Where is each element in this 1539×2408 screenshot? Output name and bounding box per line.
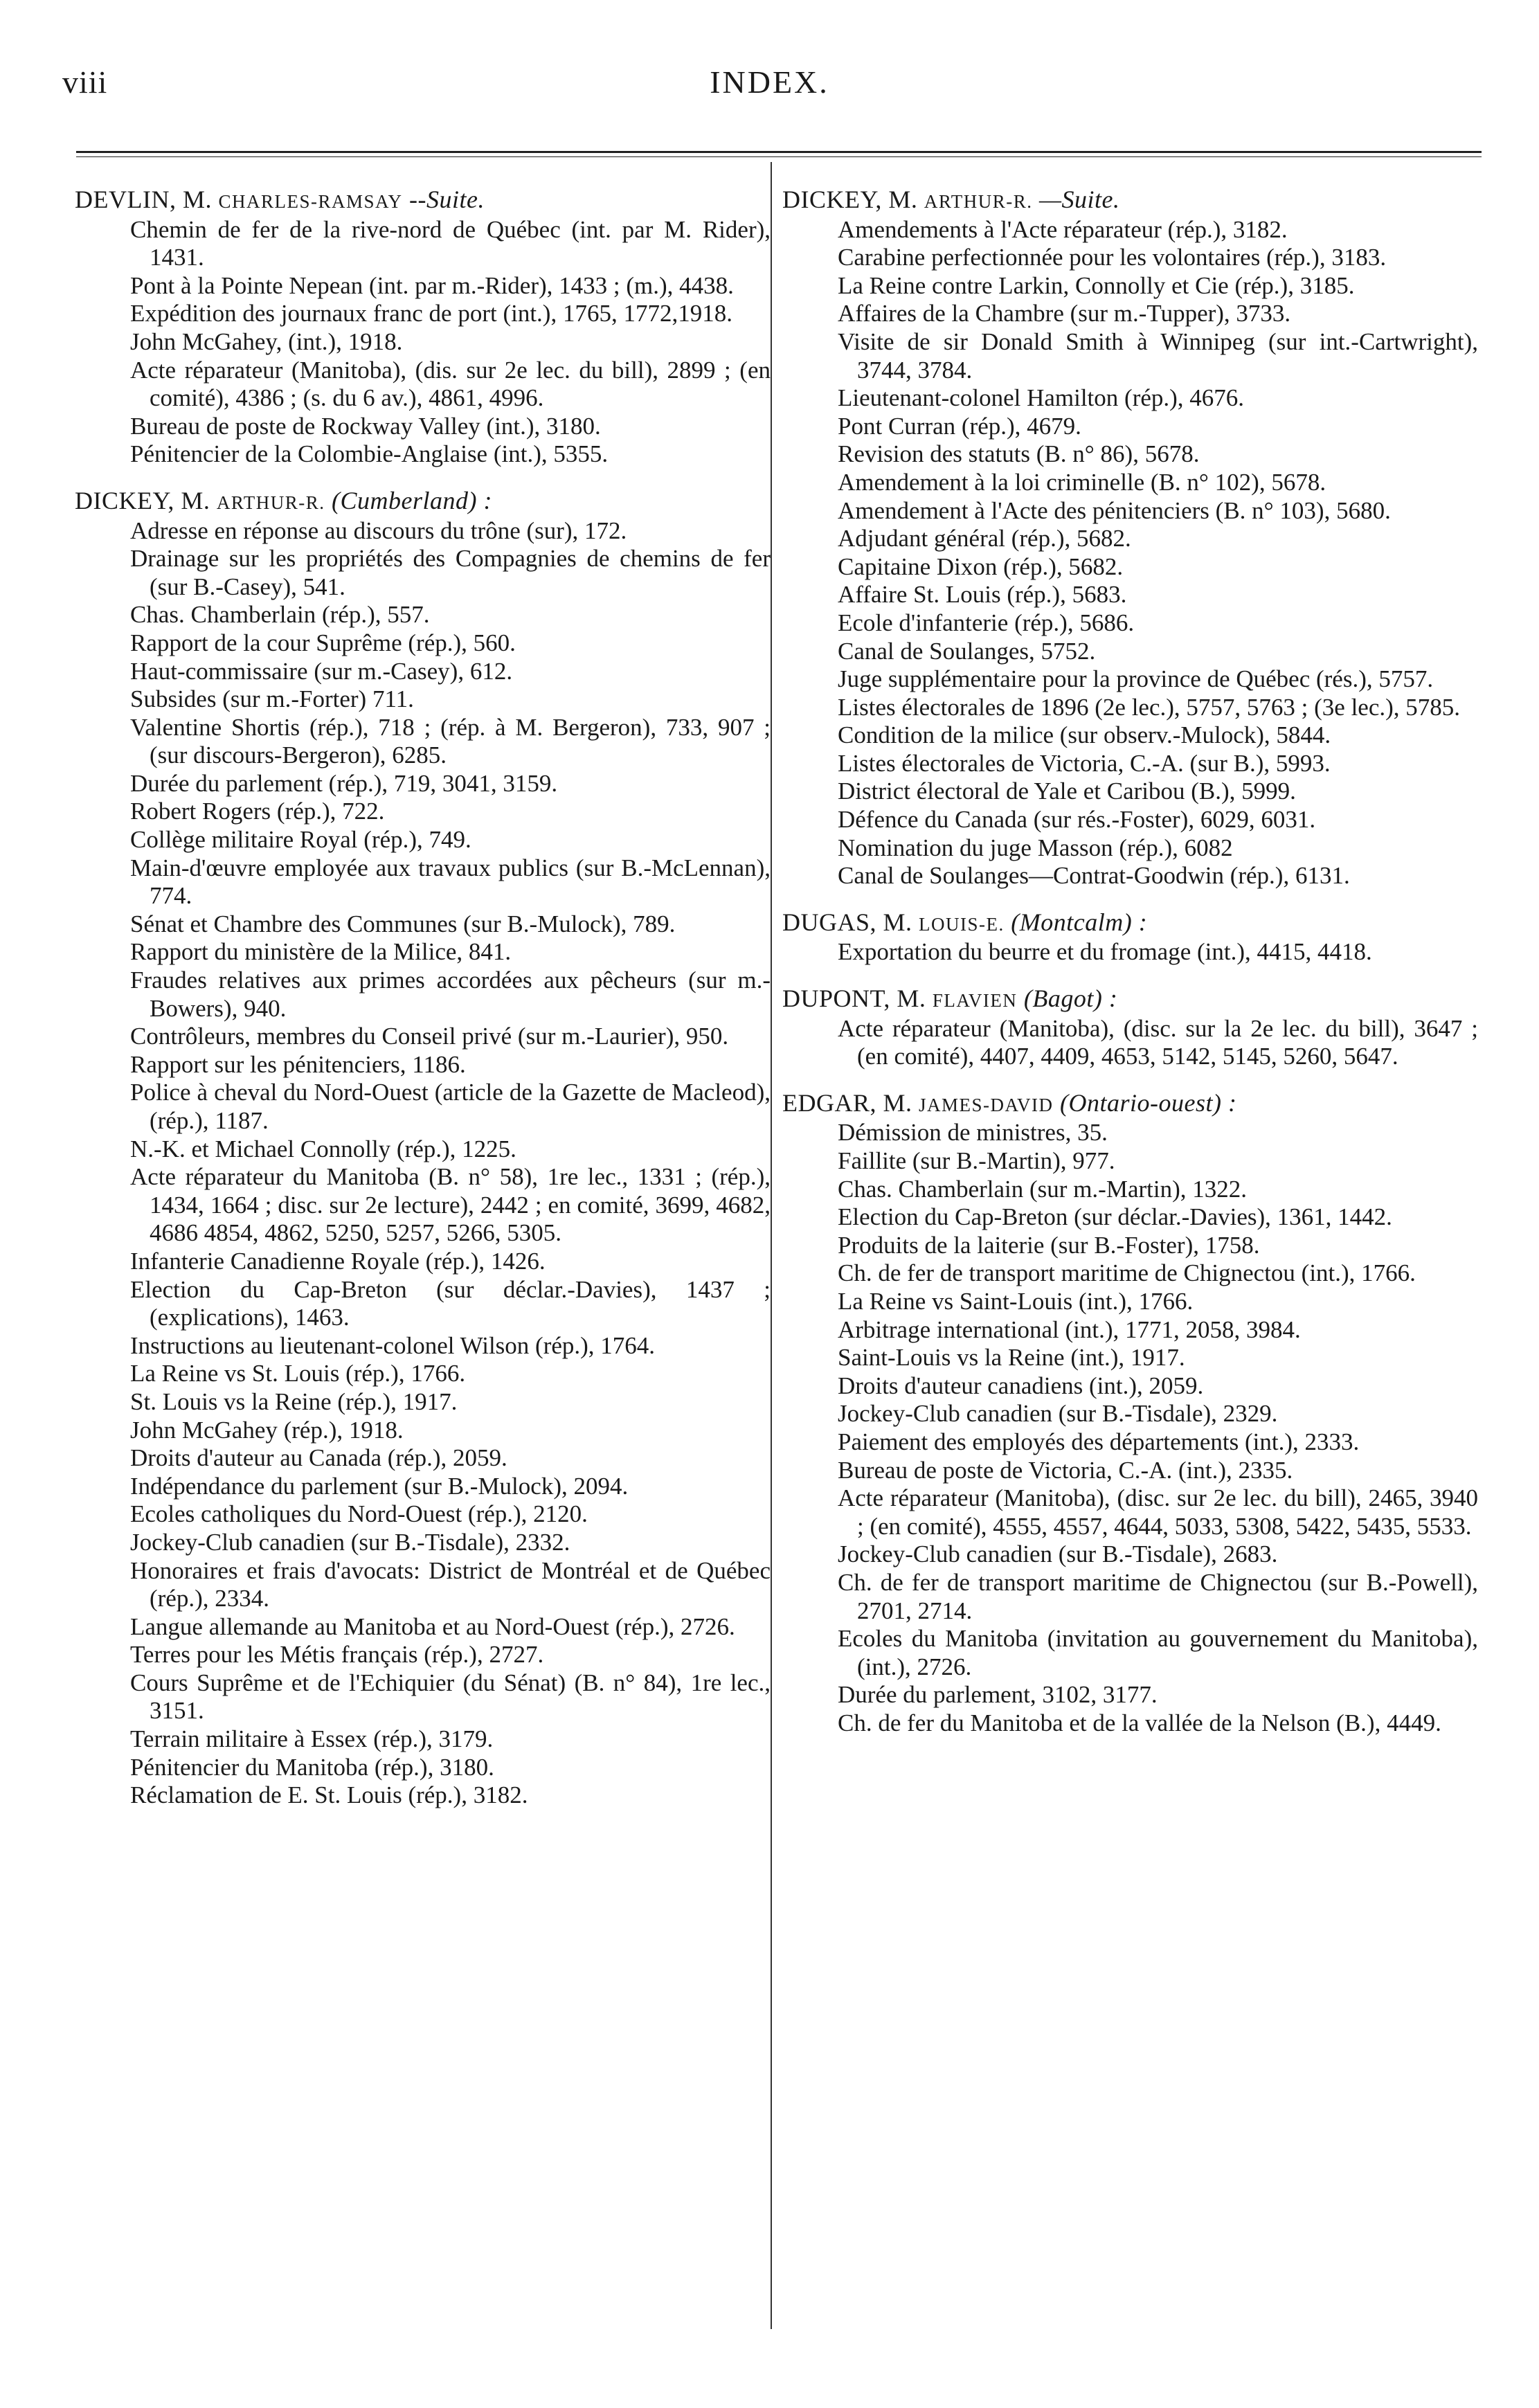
member-given-name: FLAVIEN	[932, 990, 1018, 1012]
index-subentry: Saint-Louis vs la Reine (int.), 1917.	[838, 1344, 1185, 1372]
index-subentry: Lieutenant-colonel Hamilton (rép.), 4676.	[838, 384, 1245, 412]
index-subentry: Acte réparateur (Manitoba), (disc. sur la 2e lec. du bill), 3647 ; (en comité), 4407, 4409, 4653, 5142, 5145, 5260, 5647.	[838, 1014, 1478, 1070]
index-subentry: Pont Curran (rép.), 4679.	[838, 412, 1081, 440]
index-subentry: Affaire St. Louis (rép.), 5683.	[838, 581, 1127, 609]
left-column	[75, 186, 771, 1828]
index-subentry: Canal de Soulanges, 5752.	[838, 637, 1096, 665]
index-subentry: Ch. de fer de transport maritime de Chignectou (sur B.-Powell), 2701, 2714.	[838, 1568, 1478, 1624]
index-subentry: Robert Rogers (rép.), 722.	[130, 798, 385, 825]
index-subentry: Jockey-Club canadien (sur B.-Tisdale), 2332.	[130, 1528, 570, 1556]
entry-heading	[782, 985, 1478, 1015]
member-surname: DICKEY, M.	[75, 486, 210, 514]
index-subentry: Durée du parlement (rép.), 719, 3041, 3159.	[130, 769, 558, 797]
index-subentry: Ecoles catholiques du Nord-Ouest (rép.), 2120.	[130, 1500, 588, 1528]
index-subentry: Amendement à la loi criminelle (B. n° 102), 5678.	[838, 468, 1326, 496]
index-subentry: Listes électorales de Victoria, C.-A. (sur B.), 5993.	[838, 749, 1331, 777]
index-subentry: Ecole d'infanterie (rép.), 5686.	[838, 609, 1135, 636]
header-rule	[76, 151, 1482, 157]
index-subentry: Pénitencier du Manitoba (rép.), 3180.	[130, 1753, 494, 1781]
index-subentry: Langue allemande au Manitoba et au Nord-Ouest (rép.), 2726.	[130, 1612, 735, 1640]
index-subentry: Jockey-Club canadien (sur B.-Tisdale), 2683.	[838, 1540, 1278, 1568]
index-subentry: Subsides (sur m.-Forter) 711.	[130, 685, 414, 713]
member-given-name: LOUIS-E.	[919, 913, 1005, 935]
index-subentry: Terres pour les Métis français (rép.), 2727.	[130, 1641, 544, 1669]
index-subentry: Adjudant général (rép.), 5682.	[838, 525, 1131, 552]
index-subentry: Rapport de la cour Suprême (rép.), 560.	[130, 629, 516, 656]
member-riding: --Suite.	[409, 186, 485, 213]
index-subentry: Ch. de fer du Manitoba et de la vallée de la Nelson (B.), 4449.	[838, 1709, 1441, 1736]
index-subentry: Acte réparateur (Manitoba), (disc. sur 2e lec. du bill), 2465, 3940 ; (en comité), 4555, 4557, 4644, 5033, 5308, 5422, 5435, 5533.	[838, 1484, 1478, 1540]
member-surname: EDGAR, M.	[782, 1088, 912, 1117]
index-subentry: Expédition des journaux franc de port (int.), 1765, 1772,1918.	[130, 300, 732, 327]
index-subentry: Affaires de la Chambre (sur m.-Tupper), 3733.	[838, 300, 1291, 327]
index-subentry: La Reine contre Larkin, Connolly et Cie (rép.), 3185.	[838, 271, 1355, 299]
index-subentry: Juge supplémentaire pour la province de Québec (rés.), 5757.	[838, 665, 1434, 693]
index-subentry: Paiement des employés des départements (int.), 2333.	[838, 1428, 1360, 1455]
index-subentry: Faillite (sur B.-Martin), 977.	[838, 1147, 1115, 1174]
index-subentry: Produits de la laiterie (sur B.-Foster), 1758.	[838, 1231, 1260, 1259]
index-subentry: Pont à la Pointe Nepean (int. par m.-Rider), 1433 ; (m.), 4438.	[130, 271, 734, 299]
member-riding: —Suite.	[1039, 186, 1120, 213]
member-riding: (Ontario-ouest) :	[1060, 1088, 1237, 1117]
index-subentry: Durée du parlement, 3102, 3177.	[838, 1681, 1158, 1709]
index-subentry: John McGahey (rép.), 1918.	[130, 1416, 404, 1444]
index-subentry: Condition de la milice (sur observ.-Mulock), 5844.	[838, 721, 1331, 749]
member-riding: (Cumberland) :	[332, 486, 492, 514]
index-subentry: Carabine perfectionnée pour les volontaires (rép.), 3183.	[838, 244, 1387, 271]
index-subentry: Collège militaire Royal (rép.), 749.	[130, 826, 471, 854]
index-subentry: Cours Suprême et de l'Echiquier (du Sénat) (B. n° 84), 1re lec., 3151.	[130, 1669, 771, 1725]
index-subentry: Police à cheval du Nord-Ouest (article de la Gazette de Macleod), (rép.), 1187.	[130, 1079, 771, 1134]
index-subentry: Drainage sur les propriétés des Compagnies de chemins de fer (sur B.-Casey), 541.	[130, 545, 771, 600]
member-given-name: ARTHUR-R.	[216, 492, 325, 513]
index-entry	[782, 985, 1478, 1071]
entry-heading	[75, 487, 771, 517]
index-subentry: Indépendance du parlement (sur B.-Mulock), 2094.	[130, 1472, 629, 1500]
index-subentry: Chas. Chamberlain (sur m.-Martin), 1322.	[838, 1175, 1248, 1203]
index-subentry: Acte réparateur (Manitoba), (dis. sur 2e lec. du bill), 2899 ; (en comité), 4386 ; (s. du 6 av.), 4861, 4996.	[130, 356, 771, 412]
index-entry	[782, 908, 1478, 967]
index-subentry: Nomination du juge Masson (rép.), 6082	[838, 834, 1233, 861]
index-subentry: Bureau de poste de Rockway Valley (int.), 3180.	[130, 412, 601, 440]
index-subentry: Adresse en réponse au discours du trône (sur), 172.	[130, 516, 627, 544]
index-subentry: Terrain militaire à Essex (rép.), 3179.	[130, 1725, 494, 1753]
index-subentry: Réclamation de E. St. Louis (rép.), 3182.	[130, 1781, 528, 1809]
index-subentry: Listes électorales de 1896 (2e lec.), 5757, 5763 ; (3e lec.), 5785.	[838, 693, 1461, 721]
index-subentry: Infanterie Canadienne Royale (rép.), 1426.	[130, 1247, 546, 1275]
right-column	[782, 186, 1478, 1755]
index-subentry: Amendements à l'Acte réparateur (rép.), 3182.	[838, 215, 1288, 243]
index-subentry: Droits d'auteur au Canada (rép.), 2059.	[130, 1444, 507, 1472]
index-subentry: Pénitencier de la Colombie-Anglaise (int.), 5355.	[130, 440, 609, 468]
index-subentry: Sénat et Chambre des Communes (sur B.-Mulock), 789.	[130, 910, 676, 937]
entry-heading	[782, 908, 1478, 939]
index-subentry: Capitaine Dixon (rép.), 5682.	[838, 552, 1124, 580]
index-subentry: Main-d'œuvre employée aux travaux publics (sur B.-McLennan), 774.	[130, 854, 771, 910]
index-entry	[75, 487, 771, 1810]
index-subentry: Exportation du beurre et du fromage (int.), 4415, 4418.	[838, 938, 1372, 966]
index-subentry: Acte réparateur du Manitoba (B. n° 58), 1re lec., 1331 ; (rép.), 1434, 1664 ; disc. sur 2e lecture), 2442 ; en comité, 3699, 4682, 4686 4854, 4862, 5250, 5257, 5266, 5305.	[130, 1163, 771, 1247]
entry-heading	[782, 1089, 1478, 1120]
index-subentry: Honoraires et frais d'avocats: District de Montréal et de Québec (rép.), 2334.	[130, 1556, 771, 1612]
member-riding: (Bagot) :	[1023, 985, 1118, 1013]
index-subentry: Election du Cap-Breton (sur déclar.-Davies), 1437 ; (explications), 1463.	[130, 1275, 771, 1331]
index-subentry: Jockey-Club canadien (sur B.-Tisdale), 2329.	[838, 1400, 1278, 1428]
index-entry	[782, 1089, 1478, 1738]
column-divider	[771, 162, 772, 2329]
index-subentry: Amendement à l'Acte des pénitenciers (B. n° 103), 5680.	[838, 496, 1391, 524]
index-subentry: Démission de ministres, 35.	[838, 1119, 1108, 1147]
member-surname: DICKEY, M.	[782, 186, 918, 213]
index-subentry: La Reine vs Saint-Louis (int.), 1766.	[838, 1287, 1194, 1315]
running-title: INDEX.	[710, 64, 829, 100]
index-subentry: Rapport sur les pénitenciers, 1186.	[130, 1050, 466, 1078]
member-given-name: JAMES-DAVID	[919, 1094, 1054, 1115]
index-subentry: District électoral de Yale et Caribou (B.), 5999.	[838, 778, 1296, 805]
member-riding: (Montcalm) :	[1011, 908, 1148, 936]
index-subentry: Ecoles du Manitoba (invitation au gouvernement du Manitoba), (int.), 2726.	[838, 1625, 1478, 1680]
index-subentry: Haut-commissaire (sur m.-Casey), 612.	[130, 657, 513, 685]
index-subentry: Chemin de fer de la rive-nord de Québec (int. par M. Rider), 1431.	[130, 215, 771, 271]
index-subentry: Défence du Canada (sur rés.-Foster), 6029, 6031.	[838, 806, 1316, 834]
index-subentry: Contrôleurs, membres du Conseil privé (sur m.-Laurier), 950.	[130, 1023, 729, 1050]
index-subentry: St. Louis vs la Reine (rép.), 1917.	[130, 1387, 458, 1415]
index-entry	[75, 186, 771, 469]
index-subentry: Election du Cap-Breton (sur déclar.-Davies), 1361, 1442.	[838, 1203, 1392, 1231]
entry-heading	[75, 186, 771, 216]
index-subentry: Droits d'auteur canadiens (int.), 2059.	[838, 1372, 1204, 1399]
member-given-name: CHARLES-RAMSAY	[218, 191, 403, 212]
index-subentry: Visite de sir Donald Smith à Winnipeg (sur int.-Cartwright), 3744, 3784.	[838, 327, 1478, 384]
entry-heading	[782, 186, 1478, 216]
member-surname: DUGAS, M.	[782, 908, 912, 936]
page-header	[0, 64, 1539, 119]
index-subentry: Valentine Shortis (rép.), 718 ; (rép. à M. Bergeron), 733, 907 ; (sur discours-Bergeron), 6285.	[130, 713, 771, 769]
index-subentry: Fraudes relatives aux primes accordées aux pêcheurs (sur m.-Bowers), 940.	[130, 967, 771, 1022]
member-surname: DUPONT, M.	[782, 985, 926, 1013]
member-given-name: ARTHUR-R.	[924, 191, 1033, 212]
index-subentry: Instructions au lieutenant-colonel Wilson (rép.), 1764.	[130, 1331, 656, 1359]
index-subentry: N.-K. et Michael Connolly (rép.), 1225.	[130, 1135, 516, 1162]
page-number: viii	[62, 64, 108, 100]
index-subentry: Revision des statuts (B. n° 86), 5678.	[838, 440, 1200, 468]
index-subentry: John McGahey, (int.), 1918.	[130, 327, 403, 355]
index-subentry: Ch. de fer de transport maritime de Chignectou (int.), 1766.	[838, 1259, 1416, 1287]
index-subentry: La Reine vs St. Louis (rép.), 1766.	[130, 1360, 466, 1387]
index-subentry: Arbitrage international (int.), 1771, 2058, 3984.	[838, 1315, 1301, 1343]
index-subentry: Rapport du ministère de la Milice, 841.	[130, 938, 512, 966]
index-subentry: Bureau de poste de Victoria, C.-A. (int.), 2335.	[838, 1456, 1293, 1484]
index-entry	[782, 186, 1478, 890]
member-surname: DEVLIN, M.	[75, 186, 212, 213]
index-subentry: Canal de Soulanges—Contrat-Goodwin (rép.), 6131.	[838, 862, 1350, 890]
index-subentry: Chas. Chamberlain (rép.), 557.	[130, 601, 430, 629]
